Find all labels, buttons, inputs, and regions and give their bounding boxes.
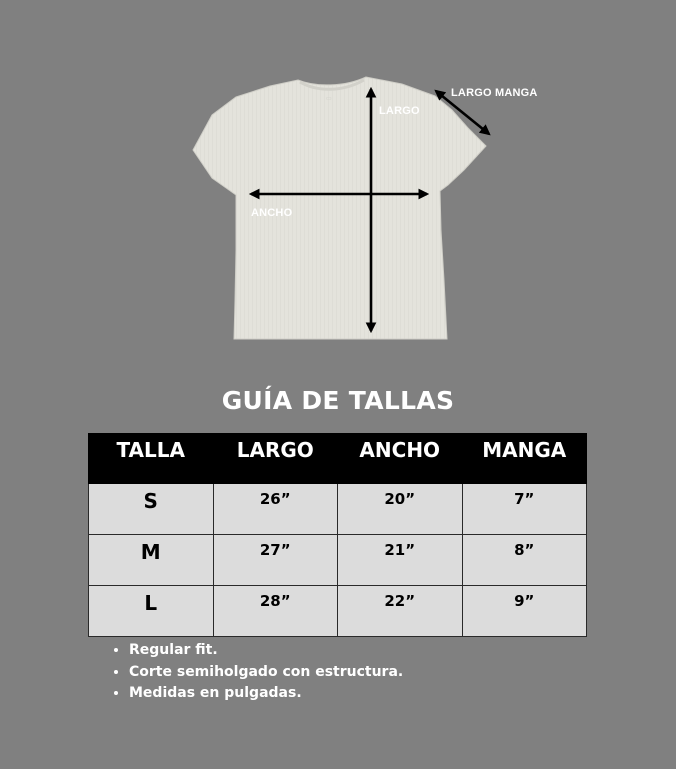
page-title: GUÍA DE TALLAS: [221, 386, 455, 415]
tshirt-image: [193, 77, 486, 339]
column-header-manga: MANGA: [462, 434, 587, 484]
table-row: [89, 586, 587, 637]
notes-list: [109, 640, 403, 705]
ancho-label: ANCHO: [251, 207, 293, 219]
ancho-cell: 22”: [338, 586, 463, 637]
largo-cell: 28”: [213, 586, 338, 637]
list-item: • Regular fit.: [129, 640, 403, 662]
column-header-ancho: ANCHO: [338, 434, 463, 484]
table-row: [89, 484, 587, 535]
table-header-row: [89, 434, 587, 484]
column-header-largo: LARGO: [213, 434, 338, 484]
manga-cell: 8”: [462, 535, 587, 586]
column-header-talla: TALLA: [89, 434, 214, 484]
manga-cell: 7”: [462, 484, 587, 535]
size-cell: L: [89, 586, 214, 637]
largo-label: LARGO: [379, 105, 420, 117]
tshirt-diagram: [0, 0, 676, 360]
list-item: • Corte semiholgado con estructura.: [129, 662, 403, 684]
tshirt-measurement-figure: [0, 0, 676, 360]
ancho-cell: 20”: [338, 484, 463, 535]
largo-manga-label: LARGO MANGA: [451, 87, 538, 99]
size-cell: S: [89, 484, 214, 535]
table-row: [89, 535, 587, 586]
size-chart-table: [88, 433, 587, 637]
size-cell: M: [89, 535, 214, 586]
manga-cell: 9”: [462, 586, 587, 637]
ancho-cell: 21”: [338, 535, 463, 586]
largo-cell: 27”: [213, 535, 338, 586]
largo-cell: 26”: [213, 484, 338, 535]
svg-text:▭: ▭: [326, 96, 332, 102]
list-item: • Medidas en pulgadas.: [129, 683, 403, 705]
